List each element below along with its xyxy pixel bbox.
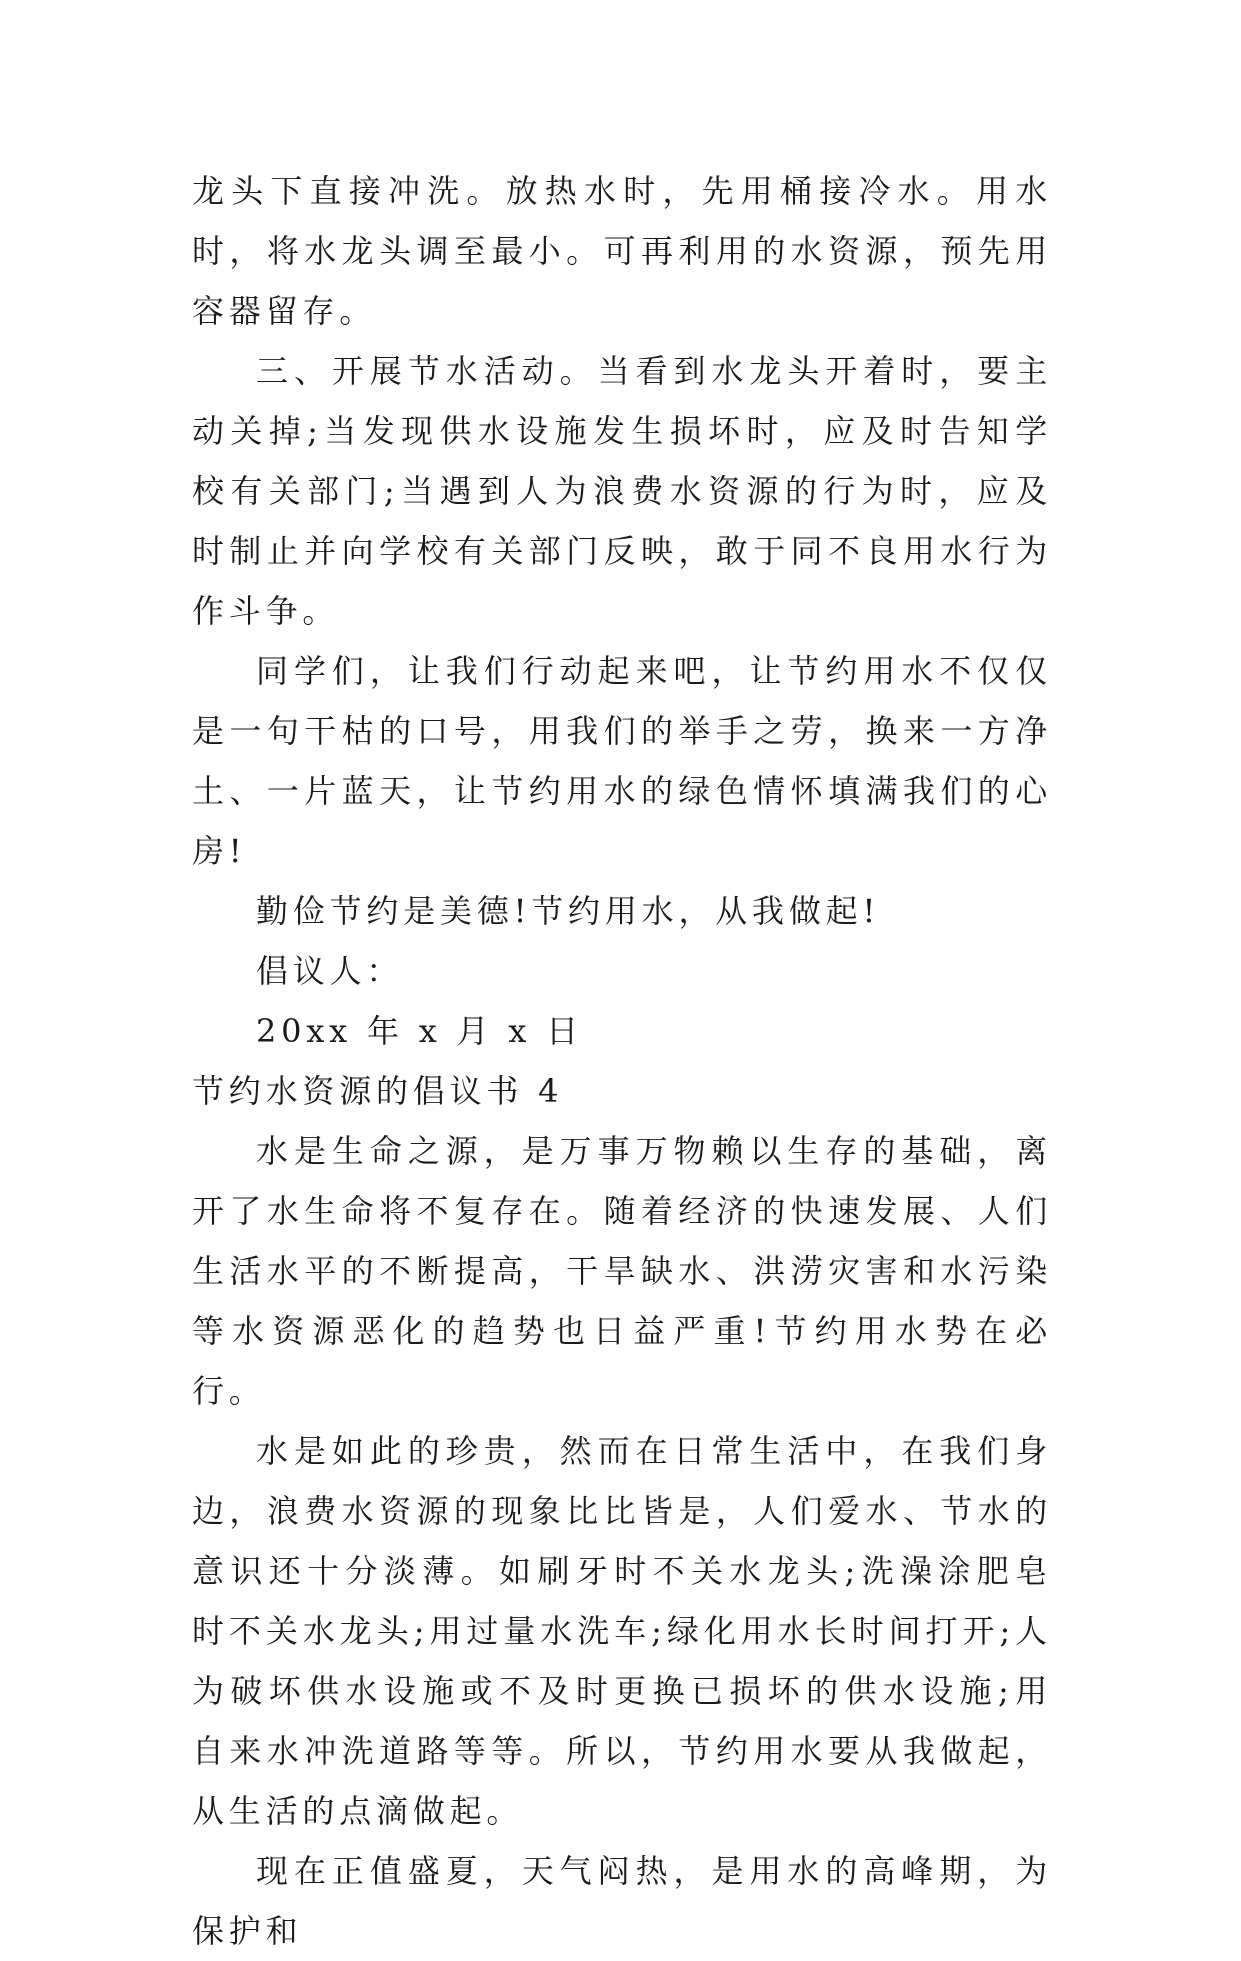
document-body: [192, 161, 1052, 1961]
paragraph-slogan: 勤俭节约是美德!节约用水，从我做起!: [256, 892, 881, 930]
paragraph-date: 20xx 年 x 月 x 日: [256, 1012, 583, 1050]
section-paragraph-summer: 现在正值盛夏，天气闷热，是用水的高峰期，为保护和: [192, 1852, 1052, 1950]
paragraph-continuation: 龙头下直接冲洗。放热水时，先用桶接冷水。用水时，将水龙头调至最小。可再利用的水资源，预先用容器留存。: [192, 172, 1052, 330]
paragraph-appeal: 同学们，让我们行动起来吧，让节约用水不仅仅是一句干枯的口号，用我们的举手之劳，换来一方净土、一片蓝天，让节约用水的绿色情怀填满我们的心房!: [192, 652, 1052, 870]
section-title: 节约水资源的倡议书 4: [192, 1072, 564, 1110]
section-paragraph-intro: 水是生命之源，是万事万物赖以生存的基础，离开了水生命将不复存在。随着经济的快速发展、人们生活水平的不断提高，干旱缺水、洪涝灾害和水污染等水资源恶化的趋势也日益严重!节约用水势在必行。: [192, 1132, 1052, 1410]
paragraph-activity-3: 三、开展节水活动。当看到水龙头开着时，要主动关掉;当发现供水设施发生损坏时，应及时告知学校有关部门;当遇到人为浪费水资源的行为时，应及时制止并向学校有关部门反映，敢于同不良用水行为作斗争。: [192, 352, 1052, 630]
section-paragraph-waste: 水是如此的珍贵，然而在日常生活中，在我们身边，浪费水资源的现象比比皆是，人们爱水、节水的意识还十分淡薄。如刷牙时不关水龙头;洗澡涂肥皂时不关水龙头;用过量水洗车;绿化用水长时间打开;人为破坏供水设施或不及时更换已损坏的供水设施;用自来水冲洗道路等等。所以，节约用水要从我做起，从生活的点滴做起。: [192, 1432, 1052, 1830]
paragraph-initiator: 倡议人：: [256, 952, 404, 990]
